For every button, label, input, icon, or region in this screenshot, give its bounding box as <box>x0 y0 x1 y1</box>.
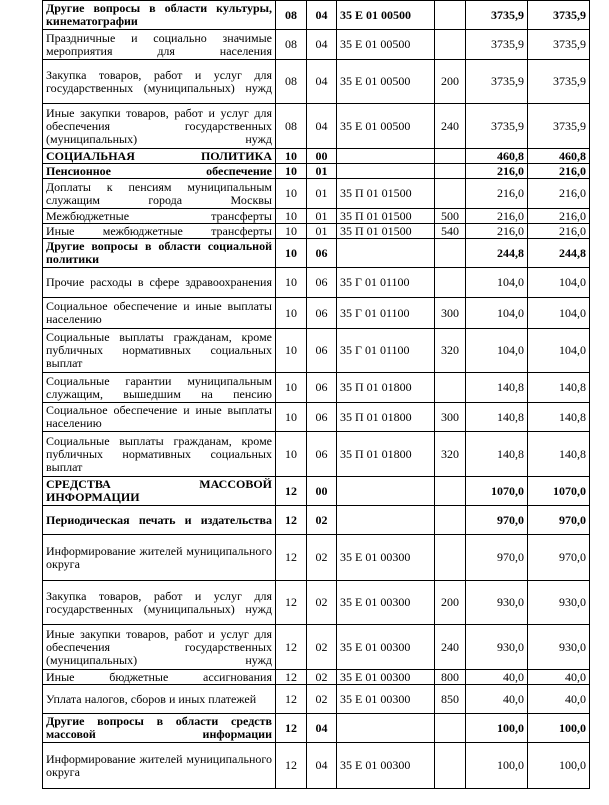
target-article-cell <box>337 477 435 506</box>
amount-year2-cell: 216,0 <box>528 224 590 239</box>
table-row <box>43 535 590 581</box>
amount-year2-cell: 40,0 <box>528 670 590 685</box>
table-row <box>43 432 590 477</box>
amount-year2-cell: 140,8 <box>528 432 590 477</box>
amount-year1-cell: 3735,9 <box>466 30 528 60</box>
target-article-cell: 35 П 01 01500 <box>337 179 435 209</box>
row-name-cell: Социальное обеспечение и иные выплаты населению <box>43 298 276 329</box>
amount-year1-cell: 216,0 <box>466 209 528 224</box>
expense-type-cell <box>435 164 466 179</box>
razdel-cell: 10 <box>276 268 307 298</box>
razdel-cell: 12 <box>276 743 307 789</box>
row-name-cell: Доплаты к пенсиям муниципальным служащим города Москвы <box>43 179 276 209</box>
podrazdel-cell: 01 <box>307 224 337 239</box>
expense-type-cell <box>435 1 466 30</box>
budget-table <box>42 0 590 789</box>
target-article-cell: 35 Е 01 00500 <box>337 30 435 60</box>
razdel-cell: 10 <box>276 164 307 179</box>
table-row <box>43 164 590 179</box>
razdel-cell: 10 <box>276 224 307 239</box>
podrazdel-cell: 02 <box>307 535 337 581</box>
row-name-cell: Периодическая печать и издательства <box>43 506 276 535</box>
expense-type-cell <box>435 30 466 60</box>
podrazdel-cell: 01 <box>307 164 337 179</box>
amount-year2-cell: 104,0 <box>528 268 590 298</box>
amount-year2-cell: 3735,9 <box>528 60 590 104</box>
razdel-cell: 08 <box>276 1 307 30</box>
amount-year2-cell: 216,0 <box>528 164 590 179</box>
amount-year2-cell: 970,0 <box>528 535 590 581</box>
table-row <box>43 670 590 685</box>
podrazdel-cell: 01 <box>307 179 337 209</box>
table-row <box>43 60 590 104</box>
row-name-cell: Информирование жителей муниципального округа <box>43 743 276 789</box>
row-name-cell: Информирование жителей муниципального округа <box>43 535 276 581</box>
amount-year2-cell: 104,0 <box>528 298 590 329</box>
amount-year2-cell: 930,0 <box>528 581 590 625</box>
table-row <box>43 268 590 298</box>
target-article-cell: 35 Е 01 00300 <box>337 535 435 581</box>
table-row <box>43 104 590 149</box>
expense-type-cell: 800 <box>435 670 466 685</box>
razdel-cell: 12 <box>276 685 307 714</box>
target-article-cell: 35 Е 01 00300 <box>337 685 435 714</box>
row-name-cell: Уплата налогов, сборов и иных платежей <box>43 685 276 714</box>
amount-year1-cell: 140,8 <box>466 403 528 432</box>
podrazdel-cell: 02 <box>307 670 337 685</box>
target-article-cell: 35 Г 01 01100 <box>337 298 435 329</box>
podrazdel-cell: 02 <box>307 581 337 625</box>
table-row <box>43 743 590 789</box>
expense-type-cell <box>435 535 466 581</box>
expense-type-cell: 320 <box>435 329 466 373</box>
expense-type-cell: 850 <box>435 685 466 714</box>
row-name-cell: Социальные гарантии муниципальным служащим, вышедшим на пенсию <box>43 373 276 403</box>
amount-year1-cell: 40,0 <box>466 685 528 714</box>
row-name-cell: Закупка товаров, работ и услуг для государственных (муниципальных) нужд <box>43 581 276 625</box>
row-name-cell: Социальные выплаты гражданам, кроме публичных нормативных социальных выплат <box>43 329 276 373</box>
expense-type-cell: 500 <box>435 209 466 224</box>
razdel-cell: 10 <box>276 403 307 432</box>
target-article-cell <box>337 149 435 164</box>
table-row <box>43 1 590 30</box>
razdel-cell: 12 <box>276 581 307 625</box>
razdel-cell: 12 <box>276 714 307 743</box>
table-row <box>43 625 590 670</box>
target-article-cell: 35 Е 01 00500 <box>337 104 435 149</box>
podrazdel-cell: 01 <box>307 209 337 224</box>
razdel-cell: 08 <box>276 30 307 60</box>
podrazdel-cell: 02 <box>307 506 337 535</box>
podrazdel-cell: 04 <box>307 714 337 743</box>
target-article-cell: 35 П 01 01500 <box>337 209 435 224</box>
amount-year1-cell: 104,0 <box>466 298 528 329</box>
amount-year1-cell: 3735,9 <box>466 1 528 30</box>
amount-year2-cell: 244,8 <box>528 239 590 268</box>
amount-year2-cell: 460,8 <box>528 149 590 164</box>
amount-year1-cell: 40,0 <box>466 670 528 685</box>
amount-year2-cell: 3735,9 <box>528 104 590 149</box>
row-name-cell: Иные бюджетные ассигнования <box>43 670 276 685</box>
amount-year2-cell: 40,0 <box>528 685 590 714</box>
razdel-cell: 08 <box>276 60 307 104</box>
table-row <box>43 714 590 743</box>
razdel-cell: 12 <box>276 477 307 506</box>
target-article-cell <box>337 714 435 743</box>
budget-table-body <box>43 1 590 789</box>
razdel-cell: 10 <box>276 432 307 477</box>
table-row <box>43 373 590 403</box>
target-article-cell: 35 Е 01 00300 <box>337 743 435 789</box>
table-row <box>43 506 590 535</box>
table-row <box>43 209 590 224</box>
razdel-cell: 12 <box>276 506 307 535</box>
podrazdel-cell: 04 <box>307 60 337 104</box>
razdel-cell: 10 <box>276 179 307 209</box>
expense-type-cell <box>435 179 466 209</box>
expense-type-cell <box>435 373 466 403</box>
target-article-cell: 35 Г 01 01100 <box>337 268 435 298</box>
target-article-cell <box>337 239 435 268</box>
amount-year1-cell: 3735,9 <box>466 60 528 104</box>
podrazdel-cell: 06 <box>307 373 337 403</box>
expense-type-cell <box>435 239 466 268</box>
table-row <box>43 149 590 164</box>
razdel-cell: 10 <box>276 298 307 329</box>
amount-year1-cell: 930,0 <box>466 625 528 670</box>
target-article-cell <box>337 164 435 179</box>
budget-document-page <box>42 0 590 789</box>
podrazdel-cell: 06 <box>307 268 337 298</box>
amount-year2-cell: 140,8 <box>528 403 590 432</box>
podrazdel-cell: 06 <box>307 432 337 477</box>
amount-year1-cell: 3735,9 <box>466 104 528 149</box>
amount-year1-cell: 216,0 <box>466 224 528 239</box>
podrazdel-cell: 02 <box>307 625 337 670</box>
amount-year2-cell: 930,0 <box>528 625 590 670</box>
expense-type-cell: 240 <box>435 625 466 670</box>
amount-year2-cell: 3735,9 <box>528 30 590 60</box>
target-article-cell: 35 П 01 01800 <box>337 432 435 477</box>
target-article-cell: 35 Е 01 00500 <box>337 60 435 104</box>
table-row <box>43 224 590 239</box>
row-name-cell: Иные закупки товаров, работ и услуг для обеспечения государственных (муниципальных) нужд <box>43 625 276 670</box>
target-article-cell: 35 П 01 01800 <box>337 403 435 432</box>
table-row <box>43 329 590 373</box>
row-name-cell: Другие вопросы в области социальной политики <box>43 239 276 268</box>
podrazdel-cell: 00 <box>307 477 337 506</box>
podrazdel-cell: 00 <box>307 149 337 164</box>
expense-type-cell: 540 <box>435 224 466 239</box>
razdel-cell: 10 <box>276 209 307 224</box>
expense-type-cell <box>435 477 466 506</box>
row-name-cell: Иные межбюджетные трансферты <box>43 224 276 239</box>
podrazdel-cell: 06 <box>307 298 337 329</box>
row-name-cell: СРЕДСТВА МАССОВОЙ ИНФОРМАЦИИ <box>43 477 276 506</box>
table-row <box>43 581 590 625</box>
amount-year1-cell: 244,8 <box>466 239 528 268</box>
expense-type-cell: 240 <box>435 104 466 149</box>
amount-year1-cell: 100,0 <box>466 743 528 789</box>
razdel-cell: 10 <box>276 373 307 403</box>
target-article-cell: 35 Е 01 00300 <box>337 625 435 670</box>
amount-year2-cell: 100,0 <box>528 714 590 743</box>
amount-year1-cell: 970,0 <box>466 535 528 581</box>
razdel-cell: 12 <box>276 535 307 581</box>
amount-year1-cell: 970,0 <box>466 506 528 535</box>
expense-type-cell: 300 <box>435 298 466 329</box>
podrazdel-cell: 04 <box>307 743 337 789</box>
row-name-cell: Закупка товаров, работ и услуг для государственных (муниципальных) нужд <box>43 60 276 104</box>
expense-type-cell <box>435 149 466 164</box>
razdel-cell: 12 <box>276 670 307 685</box>
amount-year1-cell: 216,0 <box>466 179 528 209</box>
row-name-cell: Праздничные и социально значимые мероприятия для населения <box>43 30 276 60</box>
amount-year1-cell: 104,0 <box>466 268 528 298</box>
row-name-cell: Социальные выплаты гражданам, кроме публичных нормативных социальных выплат <box>43 432 276 477</box>
expense-type-cell: 200 <box>435 60 466 104</box>
expense-type-cell: 300 <box>435 403 466 432</box>
razdel-cell: 12 <box>276 625 307 670</box>
amount-year1-cell: 140,8 <box>466 373 528 403</box>
podrazdel-cell: 06 <box>307 329 337 373</box>
row-name-cell: Иные закупки товаров, работ и услуг для обеспечения государственных (муниципальных) нужд <box>43 104 276 149</box>
podrazdel-cell: 06 <box>307 403 337 432</box>
amount-year2-cell: 104,0 <box>528 329 590 373</box>
amount-year1-cell: 930,0 <box>466 581 528 625</box>
amount-year1-cell: 140,8 <box>466 432 528 477</box>
expense-type-cell <box>435 743 466 789</box>
row-name-cell: Межбюджетные трансферты <box>43 209 276 224</box>
amount-year1-cell: 104,0 <box>466 329 528 373</box>
amount-year2-cell: 140,8 <box>528 373 590 403</box>
target-article-cell: 35 Е 01 00500 <box>337 1 435 30</box>
table-row <box>43 477 590 506</box>
table-row <box>43 239 590 268</box>
row-name-cell: СОЦИАЛЬНАЯ ПОЛИТИКА <box>43 149 276 164</box>
table-row <box>43 179 590 209</box>
podrazdel-cell: 06 <box>307 239 337 268</box>
target-article-cell: 35 Е 01 00300 <box>337 581 435 625</box>
razdel-cell: 08 <box>276 104 307 149</box>
razdel-cell: 10 <box>276 149 307 164</box>
razdel-cell: 10 <box>276 329 307 373</box>
target-article-cell <box>337 506 435 535</box>
podrazdel-cell: 04 <box>307 1 337 30</box>
row-name-cell: Пенсионное обеспечение <box>43 164 276 179</box>
target-article-cell: 35 П 01 01800 <box>337 373 435 403</box>
amount-year2-cell: 100,0 <box>528 743 590 789</box>
target-article-cell: 35 Е 01 00300 <box>337 670 435 685</box>
table-row <box>43 298 590 329</box>
row-name-cell: Другие вопросы в области культуры, кинематографии <box>43 1 276 30</box>
amount-year1-cell: 460,8 <box>466 149 528 164</box>
target-article-cell: 35 Г 01 01100 <box>337 329 435 373</box>
amount-year2-cell: 216,0 <box>528 209 590 224</box>
row-name-cell: Другие вопросы в области средств массовой информации <box>43 714 276 743</box>
amount-year2-cell: 3735,9 <box>528 1 590 30</box>
podrazdel-cell: 04 <box>307 104 337 149</box>
table-row <box>43 685 590 714</box>
target-article-cell: 35 П 01 01500 <box>337 224 435 239</box>
expense-type-cell <box>435 506 466 535</box>
expense-type-cell <box>435 714 466 743</box>
razdel-cell: 10 <box>276 239 307 268</box>
row-name-cell: Прочие расходы в сфере здравоохранения <box>43 268 276 298</box>
podrazdel-cell: 02 <box>307 685 337 714</box>
expense-type-cell <box>435 268 466 298</box>
amount-year1-cell: 216,0 <box>466 164 528 179</box>
amount-year2-cell: 970,0 <box>528 506 590 535</box>
amount-year2-cell: 1070,0 <box>528 477 590 506</box>
amount-year2-cell: 216,0 <box>528 179 590 209</box>
expense-type-cell: 200 <box>435 581 466 625</box>
amount-year1-cell: 100,0 <box>466 714 528 743</box>
amount-year1-cell: 1070,0 <box>466 477 528 506</box>
expense-type-cell: 320 <box>435 432 466 477</box>
podrazdel-cell: 04 <box>307 30 337 60</box>
table-row <box>43 30 590 60</box>
row-name-cell: Социальное обеспечение и иные выплаты населению <box>43 403 276 432</box>
table-row <box>43 403 590 432</box>
